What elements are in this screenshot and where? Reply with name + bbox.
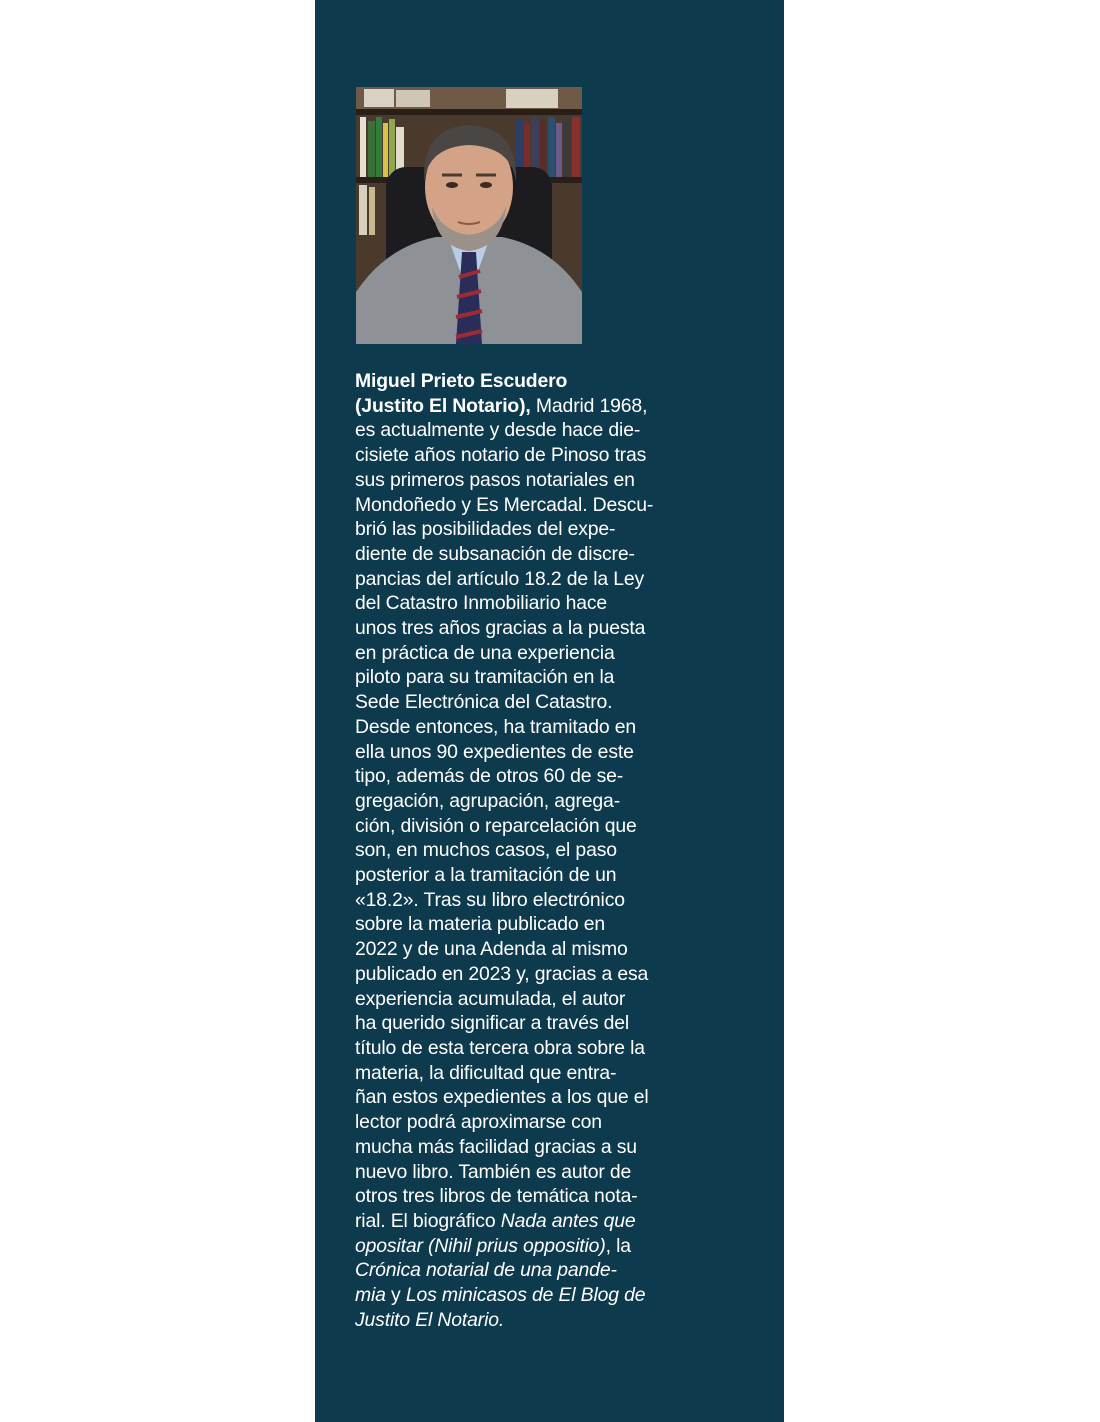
book-title-minicasos-cont: Justito El Notario.	[355, 1308, 505, 1331]
author-pseudonym: (Justito El Notario),	[355, 394, 531, 417]
bio-line	[355, 1308, 700, 1333]
author-name: Miguel Prieto Escudero	[355, 370, 568, 392]
bio-line: sobre la materia publicado en	[355, 913, 606, 936]
book-title-nada-antes-cont: opositar (Nihil prius oppositio)	[355, 1234, 606, 1257]
author-bio	[355, 369, 700, 1332]
bio-line: experiencia acumulada, el autor	[355, 987, 626, 1010]
bio-line: cisiete años notario de Pinoso tras	[355, 444, 647, 467]
bio-line: piloto para su tramitación en la	[355, 666, 615, 689]
bio-line: Sede Electrónica del Catastro.	[355, 691, 613, 714]
bio-line: mucha más facilidad gracias a su	[355, 1135, 637, 1158]
bio-line: sus primeros pasos notariales en	[355, 468, 635, 491]
bio-line: «18.2». Tras su libro electrónico	[355, 888, 625, 911]
bio-line: lector podrá aproximarse con	[355, 1111, 602, 1134]
bio-line: son, en muchos casos, el paso	[355, 839, 617, 862]
bio-text: , la	[605, 1234, 631, 1257]
bio-line	[355, 1258, 700, 1283]
bio-text: Madrid 1968,	[530, 394, 648, 417]
book-title-cronica: Crónica notarial de una pande-	[355, 1259, 617, 1282]
bio-text: rial. El biográfico	[355, 1209, 501, 1232]
bio-line	[355, 1209, 700, 1234]
bio-line: Mondoñedo y Es Mercadal. Descu-	[355, 493, 654, 516]
bio-line: ñan estos expedientes a los que el	[355, 1086, 649, 1109]
bio-line: diente de subsanación de discre-	[355, 542, 635, 565]
bio-line: ción, división o reparcelación que	[355, 814, 637, 837]
bio-line: brió las posibilidades del expe-	[355, 518, 616, 541]
book-title-minicasos: Los minicasos de El Blog de	[405, 1284, 646, 1307]
bio-line: en práctica de una experiencia	[355, 641, 615, 664]
bio-line: unos tres años gracias a la puesta	[355, 617, 646, 640]
book-title-cronica-cont: mia	[355, 1284, 386, 1307]
bio-line: ella unos 90 expedientes de este	[355, 740, 634, 763]
bio-text: y	[385, 1284, 406, 1307]
bio-line: es actualmente y desde hace die-	[355, 419, 641, 442]
author-portrait-illustration	[356, 87, 582, 344]
bio-line: otros tres libros de temática nota-	[355, 1185, 638, 1208]
bio-line: 2022 y de una Adenda al mismo	[355, 938, 628, 961]
bio-line: nuevo libro. También es autor de	[355, 1160, 632, 1183]
bio-line: posterior a la tramitación de un	[355, 864, 617, 887]
back-cover-flap	[315, 0, 784, 1422]
bio-line: pancias del artículo 18.2 de la Ley	[355, 567, 645, 590]
bio-line: título de esta tercera obra sobre la	[355, 1036, 645, 1059]
bio-line: materia, la dificultad que entra-	[355, 1061, 617, 1084]
author-name-line	[355, 369, 700, 394]
bio-line: tipo, además de otros 60 de se-	[355, 765, 624, 788]
bio-line: gregación, agrupación, agrega-	[355, 789, 620, 812]
bio-line: del Catastro Inmobiliario hace	[355, 592, 608, 615]
bio-line: ha querido significar a través del	[355, 1012, 630, 1035]
bio-line	[355, 1283, 700, 1308]
bio-line: Desde entonces, ha tramitado en	[355, 715, 637, 738]
author-photo	[356, 87, 582, 344]
bio-line: publicado en 2023 y, gracias a esa	[355, 962, 649, 985]
book-title-nada-antes: Nada antes que	[500, 1209, 636, 1232]
bio-line	[355, 394, 700, 419]
bio-line	[355, 1234, 700, 1259]
